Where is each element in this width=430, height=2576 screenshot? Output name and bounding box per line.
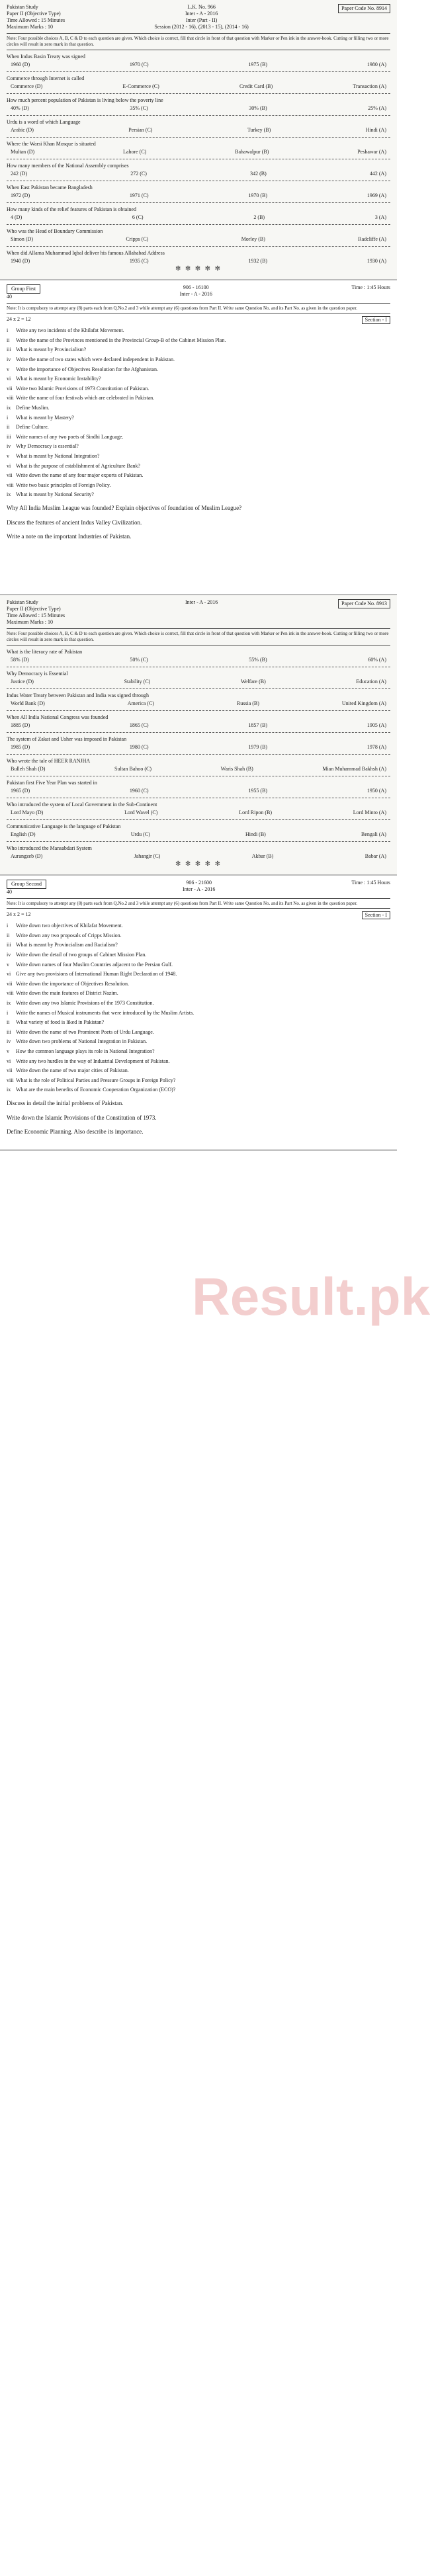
mcq-options: World Bank (D) America (C) Russia (B) United Kingdom (A) bbox=[11, 700, 386, 706]
group-label: Group Second bbox=[7, 880, 46, 889]
mcq-question: Who wrote the tale of HEER RANJHA bbox=[7, 757, 91, 764]
mcq-question: When East Pakistan became Bangladesh bbox=[7, 184, 93, 190]
section-label: Section - I bbox=[362, 911, 390, 919]
instructions-note: Note: It is compulsory to attempt any (8) parts each from Q.No.2 and 3 while attempt any (6) questions from Part II. Write same Question No. and its Part No. as given in the question paper. bbox=[7, 303, 390, 314]
mcq-question: The system of Zakat and Usher was imposed in Pakistan bbox=[7, 735, 127, 742]
mcq-options: 4 (D) 6 (C) 2 (B) 3 (A) bbox=[11, 214, 386, 220]
short-question: vi Give any two provisions of International Human Right Declaration of 1948. bbox=[7, 971, 177, 977]
mcq-question: What is the literacy rate of Pakistan bbox=[7, 648, 83, 655]
paper-code: 906 - 16100 bbox=[183, 284, 209, 290]
short-question: i Write down two objectives of Khilafat Movement. bbox=[7, 923, 123, 929]
short-question: vi Write any two hurdles in the way of Industrial Development of Pakistan. bbox=[7, 1058, 170, 1064]
paper-header bbox=[7, 284, 390, 300]
short-question: ix What is meant by National Security? bbox=[7, 491, 94, 498]
paper-type: Paper II (Objective Type) bbox=[7, 11, 61, 17]
mcq-options: Arabic (D) Persian (C) Turkey (B) Hindi (A) bbox=[11, 126, 386, 133]
mcq-question: When All India National Congress was founded bbox=[7, 714, 108, 720]
short-question: vii Write down the name of two major cities of Pakistan. bbox=[7, 1067, 129, 1074]
mcq-options: Lord Mayo (D) Lord Wavel (C) Lord Ripon (B) Lord Minto (A) bbox=[11, 809, 386, 815]
mcq-options: Simon (D) Cripps (C) Morley (B) Radcliffe (A) bbox=[11, 235, 386, 242]
mcq-list bbox=[7, 649, 390, 860]
mcq-options: Aurangzeb (D) Jahangir (C) Akbar (B) Babar (A) bbox=[11, 852, 386, 859]
short-question: iv Write down the detail of two groups of Cabinet Mission Plan. bbox=[7, 952, 147, 958]
mcq-question: Who introduced the system of Local Government in the Sub-Continent bbox=[7, 801, 157, 808]
board-code: L.K. No. 966 bbox=[187, 4, 216, 10]
mcq-options: 40% (D) 35% (C) 30% (B) 25% (A) bbox=[11, 104, 386, 111]
divider-stars: ✻ ✻ ✻ ✻ ✻ bbox=[175, 265, 222, 272]
max-marks: Maximum Marks : 10 bbox=[7, 619, 53, 625]
mcq-options: Bulleh Shah (D) Sultan Bahoo (C) Waris Shah (B) Mian Muhammad Bakhsh (A) bbox=[11, 765, 386, 772]
mcq-options: Multan (D) Lahore (C) Bahawalpur (B) Peshawar (A) bbox=[11, 148, 386, 155]
paper-header bbox=[7, 4, 390, 30]
short-question: ii Define Culture. bbox=[7, 424, 49, 431]
instructions-note: Note: It is compulsory to attempt any (8) parts each from Q.No.2 and 3 while attempt any (6) questions from Part II. Write same Question No. and its Part No. as given in the question paper. bbox=[7, 898, 390, 909]
marks-formula: 24 x 2 = 12 bbox=[7, 911, 31, 918]
paper-header bbox=[7, 880, 390, 895]
long-question-list bbox=[7, 505, 390, 541]
short-question: iv Why Democracy is essential? bbox=[7, 443, 79, 450]
long-question: Discuss the features of ancient Indus Valley Civilization. bbox=[7, 519, 142, 526]
short-question: viii Write the name of four festivals which are celebrated in Pakistan. bbox=[7, 395, 155, 401]
mcq-question: How much percent population of Pakistan is living below the poverty line bbox=[7, 97, 163, 103]
mcq-options: Justice (D) Stability (C) Welfare (B) Education (A) bbox=[11, 678, 386, 685]
mcq-question: Who was the Head of Boundary Commission bbox=[7, 228, 103, 234]
max-marks: Maximum Marks : 10 bbox=[7, 24, 53, 30]
short-question-list bbox=[7, 327, 390, 498]
time-label: Time : 1:45 Hours bbox=[351, 284, 390, 290]
instructions-note: Note: Four possible choices A, B, C & D to each question are given. Which choice is correct, fill that circle in front of that question with Marker or Pen ink in the answer-book. Cutting or filling two or more circles will result in zero mark in that question. bbox=[7, 628, 390, 645]
mcq-question: How many members of the National Assembly comprises bbox=[7, 162, 129, 169]
mcq-question: Where the Warsi Khan Mosque is situated bbox=[7, 140, 96, 147]
paper-code: 906 - 21600 bbox=[186, 879, 212, 886]
marks-label: 40 bbox=[7, 888, 12, 895]
time-allowed: Time Allowed : 15 Minutes bbox=[7, 612, 65, 618]
mcq-list bbox=[7, 54, 390, 265]
group-label: Group First bbox=[7, 284, 40, 294]
objective-paper-1 bbox=[0, 0, 397, 280]
subjective-paper-2 bbox=[0, 876, 397, 1151]
exam-title: Inter - A - 2016 bbox=[185, 599, 218, 605]
mcq-question: Why Democracy is Essential bbox=[7, 670, 68, 677]
mcq-question: When Indus Basin Treaty was signed bbox=[7, 53, 85, 60]
short-question: iii Write names of any two poets of Sindhi Language. bbox=[7, 433, 124, 440]
long-question: Discuss in detail the initial problems of Pakistan. bbox=[7, 1099, 124, 1106]
short-question: ix What are the main benefits of Economic Cooperation Organization (ECO)? bbox=[7, 1087, 176, 1093]
mcq-options: 1965 (D) 1960 (C) 1955 (B) 1950 (A) bbox=[11, 787, 386, 794]
objective-paper-2 bbox=[0, 595, 397, 876]
short-question: vii Write down the importance of Objectives Resolution. bbox=[7, 980, 129, 987]
short-question: vi What is the purpose of establishment of Agriculture Bank? bbox=[7, 462, 140, 469]
short-question-list bbox=[7, 923, 390, 1093]
mcq-question: Urdu is a word of which Language bbox=[7, 118, 81, 125]
short-question: ix Define Muslim. bbox=[7, 405, 50, 411]
marks-label: 40 bbox=[7, 293, 12, 300]
short-question: viii Write two basic principles of Foreign Policy. bbox=[7, 481, 111, 488]
short-question: vii Write down the name of any four major exports of Pakistan. bbox=[7, 472, 144, 479]
marks-formula: 24 x 2 = 12 bbox=[7, 316, 31, 323]
long-question: Write down the Islamic Provisions of the Constitution of 1973. bbox=[7, 1114, 157, 1121]
session-label: Session (2012 - 16), (2013 - 15), (2014 - 16) bbox=[154, 24, 249, 30]
short-question: vi What is meant by Economic Instability? bbox=[7, 376, 101, 382]
mcq-question: Indus Water Treaty between Pakistan and India was signed through bbox=[7, 692, 149, 698]
short-question: iii What is meant by Provincialism? bbox=[7, 347, 87, 353]
exam-title: Inter - A - 2016 bbox=[183, 886, 216, 892]
mcq-question: Commerce through Internet is called bbox=[7, 75, 85, 81]
paper-header bbox=[7, 599, 390, 626]
part-label: Inter (Part - II) bbox=[185, 17, 218, 23]
instructions-note: Note: Four possible choices A, B, C & D to each question are given. Which choice is correct, fill that circle in front of that question with Marker or Pen ink in the answer-book. Cutting or filling two or more circles will result in zero mark in that question. bbox=[7, 33, 390, 50]
divider-stars: ✻ ✻ ✻ ✻ ✻ bbox=[175, 860, 222, 868]
paper-type: Paper II (Objective Type) bbox=[7, 606, 61, 612]
mcq-options: 1985 (D) 1980 (C) 1979 (B) 1978 (A) bbox=[11, 743, 386, 750]
time-label: Time : 1:45 Hours bbox=[351, 879, 390, 886]
mcq-options: 1885 (D) 1865 (C) 1857 (B) 1905 (A) bbox=[11, 722, 386, 728]
short-question: ii Write the name of the Provinces mentioned in the Provincial Group-B of the Cabinet Mission Plan. bbox=[7, 337, 226, 343]
paper-code: Paper Code No. 8914 bbox=[338, 4, 390, 13]
short-question: iii Write down the name of two Prominent Poets of Urdu Language. bbox=[7, 1028, 154, 1035]
short-question: v How the common language plays its role in National Integration? bbox=[7, 1048, 155, 1054]
long-question: Write a note on the important Industries of Pakistan. bbox=[7, 533, 132, 540]
mcq-options: 1960 (D) 1970 (C) 1975 (B) 1980 (A) bbox=[11, 61, 386, 67]
short-question: ii Write down any two proposals of Cripps Mission. bbox=[7, 932, 122, 938]
subject-label: Pakistan Study bbox=[7, 599, 38, 605]
mcq-question: Who introduced the Mansabdari System bbox=[7, 845, 92, 851]
mcq-question: When did Allama Muhammad Iqbal deliver his famous Allahabad Address bbox=[7, 249, 165, 256]
mcq-question: Communicative Language is the language of Pakistan bbox=[7, 823, 121, 829]
section-label: Section - I bbox=[362, 316, 390, 324]
subjective-paper-1 bbox=[0, 280, 397, 596]
long-question-list bbox=[7, 1100, 390, 1136]
mcq-options: 1940 (D) 1935 (C) 1932 (B) 1930 (A) bbox=[11, 257, 386, 264]
long-question: Why All India Muslim League was founded? Explain objectives of foundation of Muslim League? bbox=[7, 504, 242, 511]
mcq-options: 1972 (D) 1971 (C) 1970 (B) 1969 (A) bbox=[11, 192, 386, 198]
short-question: i Write the names of Musical instruments that were introduced by the Muslim Artists. bbox=[7, 1009, 194, 1016]
mcq-options: 242 (D) 272 (C) 342 (B) 442 (A) bbox=[11, 170, 386, 177]
long-question: Define Economic Planning. Also describe its importance. bbox=[7, 1128, 144, 1136]
short-question: iv Write the name of two states which were declared independent in Pakistan. bbox=[7, 356, 175, 363]
mcq-options: English (D) Urdu (C) Hindi (B) Bengali (A) bbox=[11, 831, 386, 837]
short-question: ix Write down any two Islamic Provisions of the 1973 Constitution. bbox=[7, 1000, 154, 1006]
short-question: viii Write down the main features of District Nazim. bbox=[7, 990, 118, 997]
paper-code: Paper Code No. 8913 bbox=[338, 599, 390, 608]
mcq-options: Commerce (D) E-Commerce (C) Credit Card (B) Transaction (A) bbox=[11, 83, 386, 89]
exam-title: Inter - A - 2016 bbox=[179, 290, 212, 297]
short-question: i What is meant by Mastery? bbox=[7, 414, 74, 421]
short-question: i Write any two incidents of the Khilafat Movement. bbox=[7, 327, 124, 334]
short-question: viii What is the role of Political Parties and Pressure Groups in Foreign Policy? bbox=[7, 1077, 176, 1083]
short-question: iii What is meant by Provincialism and Racialism? bbox=[7, 942, 118, 948]
subject-label: Pakistan Study bbox=[7, 4, 38, 10]
short-question: iv Write down two problems of National Integration in Pakistan. bbox=[7, 1038, 148, 1045]
short-question: v Write down names of four Muslim Countries adjacent to the Persian Gulf. bbox=[7, 961, 173, 968]
mcq-question: How many kinds of the relief features of Pakistan is obtained bbox=[7, 206, 136, 212]
short-question: ii What variety of food is liked in Pakistan? bbox=[7, 1019, 105, 1026]
short-question: vii Write two Islamic Provisions of 1973 Constitution of Pakistan. bbox=[7, 385, 150, 392]
short-question: v Write the importance of Objectives Resolution for the Afghanistan. bbox=[7, 366, 158, 372]
exam-title: Inter - A - 2016 bbox=[185, 11, 218, 17]
mcq-question: Pakistan first Five Year Plan was started in bbox=[7, 779, 97, 786]
short-question: v What is meant by National Integration? bbox=[7, 452, 100, 459]
mcq-options: 58% (D) 50% (C) 55% (B) 60% (A) bbox=[11, 656, 386, 663]
watermark-logo: Result.pk bbox=[192, 1267, 430, 1326]
time-allowed: Time Allowed : 15 Minutes bbox=[7, 17, 65, 23]
